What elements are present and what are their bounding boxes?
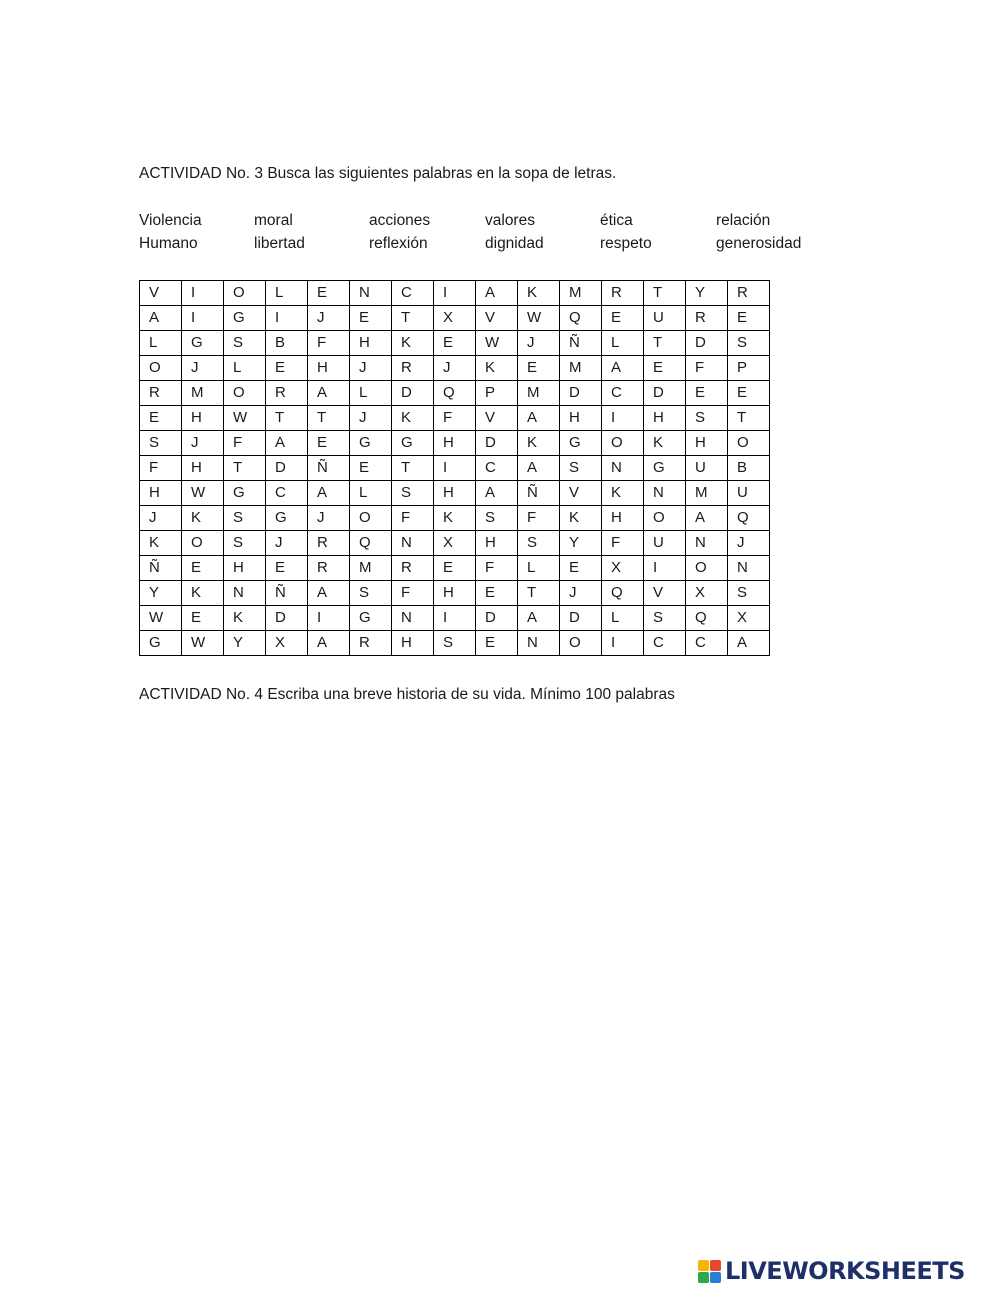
- grid-cell[interactable]: G: [224, 481, 266, 506]
- grid-cell[interactable]: E: [728, 306, 770, 331]
- grid-cell[interactable]: R: [392, 356, 434, 381]
- grid-cell[interactable]: L: [266, 281, 308, 306]
- grid-cell[interactable]: I: [434, 456, 476, 481]
- grid-row: [140, 381, 770, 406]
- grid-cell[interactable]: U: [644, 531, 686, 556]
- grid-cell[interactable]: G: [392, 431, 434, 456]
- grid-cell[interactable]: Y: [140, 581, 182, 606]
- grid-cell[interactable]: N: [644, 481, 686, 506]
- grid-cell[interactable]: A: [518, 406, 560, 431]
- grid-cell[interactable]: O: [350, 506, 392, 531]
- grid-cell[interactable]: Q: [350, 531, 392, 556]
- grid-cell[interactable]: K: [518, 281, 560, 306]
- word-item: respeto: [600, 235, 652, 252]
- grid-cell[interactable]: H: [686, 431, 728, 456]
- grid-cell[interactable]: E: [560, 556, 602, 581]
- word-search-grid: [139, 280, 770, 656]
- grid-cell[interactable]: T: [266, 406, 308, 431]
- grid-cell[interactable]: X: [602, 556, 644, 581]
- word-item: Violencia: [139, 212, 202, 229]
- grid-cell[interactable]: A: [518, 606, 560, 631]
- grid-cell[interactable]: C: [392, 281, 434, 306]
- grid-cell[interactable]: G: [224, 306, 266, 331]
- grid-cell[interactable]: M: [182, 381, 224, 406]
- grid-cell[interactable]: S: [560, 456, 602, 481]
- grid-cell[interactable]: N: [392, 606, 434, 631]
- grid-cell[interactable]: E: [476, 631, 518, 656]
- grid-row: [140, 631, 770, 656]
- grid-cell[interactable]: D: [266, 456, 308, 481]
- grid-cell[interactable]: H: [434, 481, 476, 506]
- grid-cell[interactable]: E: [476, 581, 518, 606]
- grid-cell[interactable]: E: [686, 381, 728, 406]
- grid-cell[interactable]: A: [518, 456, 560, 481]
- grid-cell[interactable]: I: [182, 281, 224, 306]
- grid-cell[interactable]: H: [644, 406, 686, 431]
- grid-row: [140, 431, 770, 456]
- grid-cell[interactable]: G: [560, 431, 602, 456]
- word-item: generosidad: [716, 235, 802, 252]
- grid-cell[interactable]: O: [644, 506, 686, 531]
- grid-cell[interactable]: Q: [602, 581, 644, 606]
- grid-cell[interactable]: E: [182, 606, 224, 631]
- grid-cell[interactable]: V: [644, 581, 686, 606]
- grid-cell[interactable]: N: [392, 531, 434, 556]
- grid-cell[interactable]: I: [434, 606, 476, 631]
- grid-cell[interactable]: A: [476, 481, 518, 506]
- grid-cell[interactable]: Ñ: [266, 581, 308, 606]
- grid-row: [140, 331, 770, 356]
- grid-cell[interactable]: G: [644, 456, 686, 481]
- grid-cell[interactable]: L: [518, 556, 560, 581]
- grid-cell[interactable]: F: [602, 531, 644, 556]
- grid-cell[interactable]: G: [266, 506, 308, 531]
- activity-3-heading: ACTIVIDAD No. 3 Busca las siguientes palabras en la sopa de letras.: [139, 165, 617, 182]
- grid-cell[interactable]: M: [518, 381, 560, 406]
- grid-cell[interactable]: J: [350, 406, 392, 431]
- grid-cell[interactable]: S: [224, 531, 266, 556]
- grid-cell[interactable]: N: [602, 456, 644, 481]
- grid-cell[interactable]: S: [728, 331, 770, 356]
- grid-cell[interactable]: K: [602, 481, 644, 506]
- grid-cell[interactable]: K: [182, 506, 224, 531]
- grid-cell[interactable]: E: [350, 456, 392, 481]
- grid-cell[interactable]: D: [560, 381, 602, 406]
- grid-cell[interactable]: R: [602, 281, 644, 306]
- grid-cell[interactable]: R: [728, 281, 770, 306]
- grid-cell[interactable]: Ñ: [308, 456, 350, 481]
- grid-cell[interactable]: Ñ: [518, 481, 560, 506]
- grid-cell[interactable]: D: [476, 431, 518, 456]
- grid-cell[interactable]: F: [392, 506, 434, 531]
- grid-cell[interactable]: V: [140, 281, 182, 306]
- grid-cell[interactable]: J: [518, 331, 560, 356]
- grid-cell[interactable]: K: [560, 506, 602, 531]
- grid-cell[interactable]: R: [266, 381, 308, 406]
- grid-cell[interactable]: A: [686, 506, 728, 531]
- grid-cell[interactable]: I: [182, 306, 224, 331]
- grid-cell[interactable]: O: [686, 556, 728, 581]
- grid-cell[interactable]: G: [350, 606, 392, 631]
- grid-cell[interactable]: C: [602, 381, 644, 406]
- grid-cell[interactable]: J: [728, 531, 770, 556]
- grid-cell[interactable]: P: [476, 381, 518, 406]
- grid-cell[interactable]: F: [224, 431, 266, 456]
- grid-cell[interactable]: D: [476, 606, 518, 631]
- word-item: dignidad: [485, 235, 544, 252]
- grid-cell[interactable]: F: [476, 556, 518, 581]
- grid-cell[interactable]: M: [686, 481, 728, 506]
- grid-row: [140, 581, 770, 606]
- grid-cell[interactable]: M: [560, 281, 602, 306]
- grid-cell[interactable]: S: [434, 631, 476, 656]
- grid-cell[interactable]: L: [350, 381, 392, 406]
- grid-cell[interactable]: W: [518, 306, 560, 331]
- grid-cell[interactable]: Y: [686, 281, 728, 306]
- grid-cell[interactable]: O: [224, 281, 266, 306]
- grid-cell[interactable]: E: [434, 331, 476, 356]
- activity-4-heading: ACTIVIDAD No. 4 Escriba una breve historia de su vida. Mínimo 100 palabras: [139, 686, 675, 703]
- grid-cell[interactable]: M: [350, 556, 392, 581]
- grid-cell[interactable]: N: [686, 531, 728, 556]
- grid-cell[interactable]: E: [518, 356, 560, 381]
- grid-cell[interactable]: Ñ: [140, 556, 182, 581]
- grid-cell[interactable]: S: [644, 606, 686, 631]
- grid-cell[interactable]: B: [728, 456, 770, 481]
- grid-cell[interactable]: D: [392, 381, 434, 406]
- grid-cell[interactable]: D: [560, 606, 602, 631]
- grid-cell[interactable]: K: [392, 406, 434, 431]
- grid-cell[interactable]: N: [224, 581, 266, 606]
- liveworksheets-logo: [698, 1257, 965, 1285]
- grid-cell[interactable]: R: [392, 556, 434, 581]
- grid-cell[interactable]: A: [308, 481, 350, 506]
- grid-cell[interactable]: E: [728, 381, 770, 406]
- grid-cell[interactable]: A: [308, 631, 350, 656]
- grid-cell[interactable]: S: [224, 506, 266, 531]
- grid-cell[interactable]: C: [644, 631, 686, 656]
- grid-cell[interactable]: O: [224, 381, 266, 406]
- grid-row: [140, 606, 770, 631]
- grid-row: [140, 531, 770, 556]
- grid-cell[interactable]: U: [686, 456, 728, 481]
- grid-cell[interactable]: J: [182, 431, 224, 456]
- grid-cell[interactable]: C: [266, 481, 308, 506]
- grid-cell[interactable]: S: [686, 406, 728, 431]
- grid-cell[interactable]: O: [602, 431, 644, 456]
- grid-cell[interactable]: T: [728, 406, 770, 431]
- grid-cell[interactable]: K: [644, 431, 686, 456]
- grid-cell[interactable]: U: [728, 481, 770, 506]
- grid-cell[interactable]: X: [434, 531, 476, 556]
- liveworksheets-logo-icon: [698, 1260, 721, 1283]
- grid-cell[interactable]: F: [140, 456, 182, 481]
- grid-cell[interactable]: T: [644, 331, 686, 356]
- grid-row: [140, 481, 770, 506]
- grid-cell[interactable]: H: [308, 356, 350, 381]
- grid-cell[interactable]: T: [224, 456, 266, 481]
- grid-cell[interactable]: D: [266, 606, 308, 631]
- grid-cell[interactable]: X: [434, 306, 476, 331]
- word-item: relación: [716, 212, 771, 229]
- grid-cell[interactable]: E: [602, 306, 644, 331]
- grid-cell[interactable]: F: [518, 506, 560, 531]
- grid-cell[interactable]: T: [392, 456, 434, 481]
- grid-cell[interactable]: S: [476, 506, 518, 531]
- grid-cell[interactable]: R: [350, 631, 392, 656]
- grid-cell[interactable]: Y: [560, 531, 602, 556]
- grid-cell[interactable]: A: [308, 381, 350, 406]
- grid-cell[interactable]: K: [140, 531, 182, 556]
- grid-cell[interactable]: F: [686, 356, 728, 381]
- grid-cell[interactable]: D: [644, 381, 686, 406]
- grid-cell[interactable]: A: [140, 306, 182, 331]
- grid-cell[interactable]: W: [140, 606, 182, 631]
- grid-cell[interactable]: E: [308, 281, 350, 306]
- grid-cell[interactable]: I: [644, 556, 686, 581]
- grid-cell[interactable]: N: [728, 556, 770, 581]
- grid-cell[interactable]: N: [350, 281, 392, 306]
- grid-cell[interactable]: H: [182, 406, 224, 431]
- grid-cell[interactable]: S: [224, 331, 266, 356]
- grid-cell[interactable]: E: [644, 356, 686, 381]
- grid-cell[interactable]: K: [476, 356, 518, 381]
- grid-row: [140, 406, 770, 431]
- grid-cell[interactable]: H: [560, 406, 602, 431]
- grid-cell[interactable]: F: [308, 331, 350, 356]
- grid-cell[interactable]: D: [686, 331, 728, 356]
- grid-cell[interactable]: U: [644, 306, 686, 331]
- grid-cell[interactable]: H: [182, 456, 224, 481]
- grid-cell[interactable]: I: [602, 631, 644, 656]
- word-item: Humano: [139, 235, 198, 252]
- grid-cell[interactable]: H: [602, 506, 644, 531]
- grid-cell[interactable]: Q: [728, 506, 770, 531]
- grid-cell[interactable]: E: [350, 306, 392, 331]
- grid-row: [140, 506, 770, 531]
- grid-cell[interactable]: O: [182, 531, 224, 556]
- word-item: reflexión: [369, 235, 428, 252]
- grid-cell[interactable]: V: [476, 406, 518, 431]
- grid-cell[interactable]: O: [728, 431, 770, 456]
- grid-cell[interactable]: K: [224, 606, 266, 631]
- grid-cell[interactable]: J: [560, 581, 602, 606]
- grid-cell[interactable]: K: [434, 506, 476, 531]
- grid-cell[interactable]: Y: [224, 631, 266, 656]
- grid-cell[interactable]: S: [140, 431, 182, 456]
- grid-cell[interactable]: W: [224, 406, 266, 431]
- grid-cell[interactable]: O: [560, 631, 602, 656]
- grid-cell[interactable]: F: [392, 581, 434, 606]
- grid-cell[interactable]: V: [560, 481, 602, 506]
- grid-cell[interactable]: T: [644, 281, 686, 306]
- grid-cell[interactable]: H: [224, 556, 266, 581]
- grid-cell[interactable]: K: [392, 331, 434, 356]
- grid-cell[interactable]: I: [602, 406, 644, 431]
- grid-cell[interactable]: R: [140, 381, 182, 406]
- grid-cell[interactable]: G: [350, 431, 392, 456]
- grid-cell[interactable]: M: [560, 356, 602, 381]
- grid-cell[interactable]: L: [140, 331, 182, 356]
- grid-cell[interactable]: J: [266, 531, 308, 556]
- grid-cell[interactable]: Q: [686, 606, 728, 631]
- grid-cell[interactable]: Q: [434, 381, 476, 406]
- grid-cell[interactable]: J: [308, 306, 350, 331]
- grid-cell[interactable]: P: [728, 356, 770, 381]
- grid-cell[interactable]: R: [308, 531, 350, 556]
- grid-cell[interactable]: N: [518, 631, 560, 656]
- grid-cell[interactable]: K: [518, 431, 560, 456]
- grid-cell[interactable]: J: [308, 506, 350, 531]
- grid-cell[interactable]: E: [434, 556, 476, 581]
- grid-cell[interactable]: J: [140, 506, 182, 531]
- word-item: moral: [254, 212, 293, 229]
- grid-cell[interactable]: C: [476, 456, 518, 481]
- grid-row: [140, 456, 770, 481]
- grid-cell[interactable]: L: [602, 606, 644, 631]
- grid-row: [140, 306, 770, 331]
- grid-cell[interactable]: L: [224, 356, 266, 381]
- grid-cell[interactable]: O: [140, 356, 182, 381]
- grid-row: [140, 281, 770, 306]
- grid-cell[interactable]: A: [728, 631, 770, 656]
- grid-cell[interactable]: J: [350, 356, 392, 381]
- word-item: ética: [600, 212, 633, 229]
- grid-cell[interactable]: T: [518, 581, 560, 606]
- grid-cell[interactable]: C: [686, 631, 728, 656]
- grid-cell[interactable]: I: [434, 281, 476, 306]
- grid-cell[interactable]: I: [266, 306, 308, 331]
- grid-cell[interactable]: F: [434, 406, 476, 431]
- grid-cell[interactable]: H: [476, 531, 518, 556]
- grid-cell[interactable]: X: [686, 581, 728, 606]
- grid-cell[interactable]: T: [308, 406, 350, 431]
- grid-cell[interactable]: H: [434, 581, 476, 606]
- grid-cell[interactable]: W: [182, 631, 224, 656]
- logo-text: LIVEWORKSHEETS: [725, 1257, 965, 1285]
- grid-cell[interactable]: W: [182, 481, 224, 506]
- word-item: valores: [485, 212, 535, 229]
- grid-cell[interactable]: E: [308, 431, 350, 456]
- grid-cell[interactable]: L: [350, 481, 392, 506]
- grid-cell[interactable]: Ñ: [560, 331, 602, 356]
- grid-cell[interactable]: A: [266, 431, 308, 456]
- grid-cell[interactable]: E: [140, 406, 182, 431]
- grid-cell[interactable]: E: [182, 556, 224, 581]
- grid-cell[interactable]: S: [392, 481, 434, 506]
- grid-cell[interactable]: H: [392, 631, 434, 656]
- grid-cell[interactable]: H: [140, 481, 182, 506]
- grid-cell[interactable]: Q: [560, 306, 602, 331]
- word-item: libertad: [254, 235, 305, 252]
- grid-cell[interactable]: V: [476, 306, 518, 331]
- grid-cell[interactable]: H: [434, 431, 476, 456]
- grid-cell[interactable]: B: [266, 331, 308, 356]
- grid-cell[interactable]: L: [602, 331, 644, 356]
- grid-cell[interactable]: S: [728, 581, 770, 606]
- grid-cell[interactable]: J: [434, 356, 476, 381]
- grid-cell[interactable]: K: [182, 581, 224, 606]
- grid-cell[interactable]: J: [182, 356, 224, 381]
- grid-cell[interactable]: A: [602, 356, 644, 381]
- grid-cell[interactable]: W: [476, 331, 518, 356]
- grid-cell[interactable]: E: [266, 556, 308, 581]
- grid-cell[interactable]: S: [518, 531, 560, 556]
- grid-cell[interactable]: G: [182, 331, 224, 356]
- grid-cell[interactable]: E: [266, 356, 308, 381]
- grid-cell[interactable]: T: [392, 306, 434, 331]
- grid-cell[interactable]: H: [350, 331, 392, 356]
- grid-cell[interactable]: R: [308, 556, 350, 581]
- word-item: acciones: [369, 212, 431, 229]
- grid-cell[interactable]: I: [308, 606, 350, 631]
- grid-cell[interactable]: X: [266, 631, 308, 656]
- grid-row: [140, 556, 770, 581]
- grid-cell[interactable]: X: [728, 606, 770, 631]
- grid-cell[interactable]: A: [308, 581, 350, 606]
- grid-cell[interactable]: S: [350, 581, 392, 606]
- grid-cell[interactable]: R: [686, 306, 728, 331]
- grid-row: [140, 356, 770, 381]
- grid-cell[interactable]: A: [476, 281, 518, 306]
- grid-cell[interactable]: G: [140, 631, 182, 656]
